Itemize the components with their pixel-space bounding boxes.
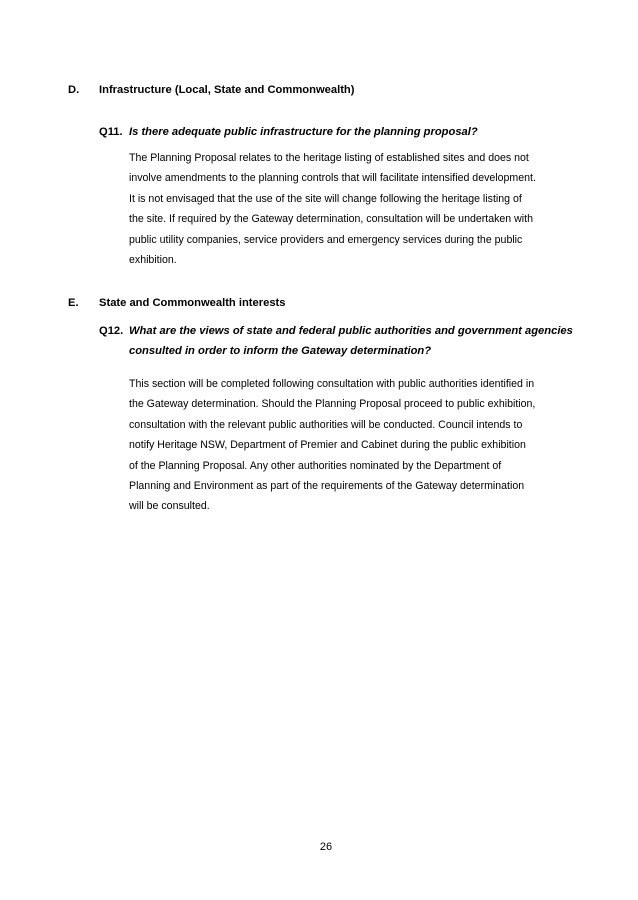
paragraph-line: consultation with the relevant public authorities will be conducted. Council intends to: [129, 418, 523, 431]
paragraph-line: exhibition.: [129, 254, 177, 267]
paragraph-line: will be consulted.: [129, 500, 210, 513]
section-letter: E.: [68, 297, 79, 309]
question-q12: [99, 321, 599, 361]
paragraph-line: It is not envisaged that the use of the site will change following the heritage listing of: [129, 192, 522, 205]
paragraph-line: The Planning Proposal relates to the heritage listing of established sites and does not: [129, 152, 529, 164]
paragraph-line: Planning and Environment as part of the requirements of the Gateway determination: [129, 480, 525, 493]
section-title: State and Commonwealth interests: [99, 297, 286, 309]
paragraph-line: notify Heritage NSW, Department of Premier and Cabinet during the public exhibition: [129, 439, 526, 452]
question-q11: [99, 122, 478, 142]
question-number: Q11.: [99, 126, 123, 138]
paragraph-line: of the Planning Proposal. Any other authorities nominated by the Department of: [129, 459, 502, 472]
section-heading-e: [68, 296, 286, 310]
paragraph-line: public utility companies, service providers and emergency services during the public: [129, 233, 523, 246]
paragraph-line: the site. If required by the Gateway determination, consultation will be undertaken with: [129, 213, 533, 226]
paragraph-line: This section will be completed following consultation with public authorities identified in: [129, 378, 535, 390]
question-text: Is there adequate public infrastructure for the planning proposal?: [129, 126, 478, 138]
page-number: 26: [319, 841, 333, 853]
section-title: Infrastructure (Local, State and Commonwealth): [99, 84, 355, 96]
paragraph-line: involve amendments to the planning controls that will facilitate intensified development.: [129, 172, 536, 185]
question-number: Q12.: [99, 325, 124, 337]
question-text-line: consulted in order to inform the Gateway determination?: [129, 345, 432, 357]
paragraph-line: the Gateway determination. Should the Planning Proposal proceed to public exhibition,: [129, 398, 536, 411]
section-heading-d: [68, 83, 354, 97]
q12-answer: [129, 374, 599, 517]
section-letter: D.: [68, 84, 80, 96]
question-text-line: What are the views of state and federal public authorities and government agencies: [129, 325, 573, 337]
q11-answer: [129, 148, 599, 270]
